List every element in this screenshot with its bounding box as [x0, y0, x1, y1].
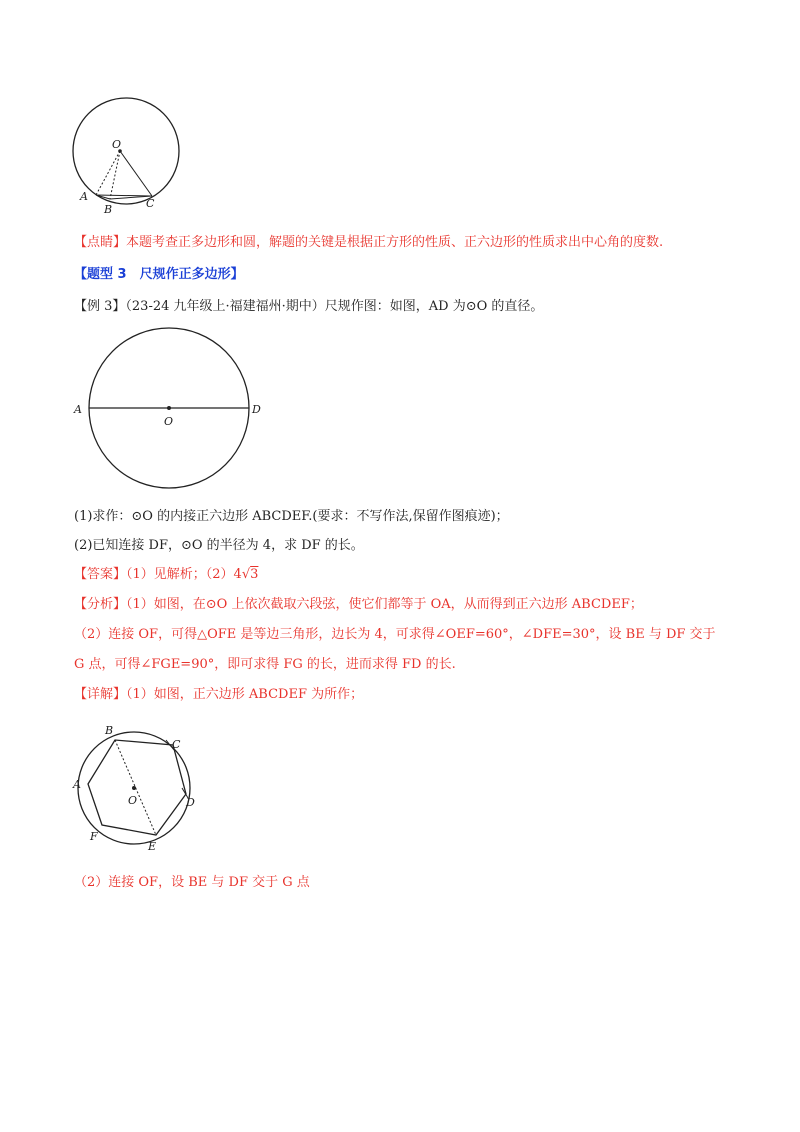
- answer-radicand: 3: [250, 567, 259, 582]
- label-o: O: [112, 138, 122, 151]
- section-title: 【题型 3 尺规作正多边形】: [74, 267, 244, 282]
- analysis-tag: 【分析】: [74, 597, 127, 612]
- analysis-text-1: （1）如图，在⊙O 上依次截取六段弦，使它们都等于 OA，从而得到正六边形 ABCDEF；: [126, 597, 643, 612]
- detail-2-line: （2）连接 OF，设 BE 与 DF 交于 G 点: [74, 875, 310, 890]
- center-point: [132, 786, 136, 790]
- label-d: D: [252, 403, 261, 416]
- label-a: A: [80, 190, 88, 203]
- segment-ob: [110, 151, 120, 199]
- dianjing-line: [74, 234, 663, 252]
- answer-line: [74, 566, 258, 584]
- segment-oc: [120, 151, 152, 196]
- question-2: (2)已知连接 DF，⊙O 的半径为 4，求 DF 的长。: [74, 538, 364, 553]
- label-f: F: [90, 830, 98, 843]
- label-e: E: [148, 840, 157, 853]
- sqrt-symbol: √: [241, 567, 251, 582]
- analysis-line-2: （2）连接 OF，可得△OFE 是等边三角形，边长为 4，可求得∠OEF=60°，∠DFE=30°，设 BE 与 DF 交于: [74, 627, 716, 642]
- figure-circle-diameter-ad: [70, 325, 270, 495]
- label-o: O: [164, 415, 174, 428]
- dianjing-text: 本题考查正多边形和圆，解题的关键是根据正方形的性质、正六边形的性质求出中心角的度数.: [126, 235, 664, 250]
- dianjing-tag: 【点睛】: [74, 235, 127, 250]
- label-a: A: [73, 778, 81, 791]
- figure-inscribed-hexagon: [68, 718, 208, 858]
- label-d: D: [186, 796, 195, 809]
- question-1: (1)求作：⊙O 的内接正六边形 ABCDEF.(要求：不写作法,保留作图痕迹)；: [74, 509, 509, 524]
- analysis-line-1: [74, 596, 643, 614]
- label-b: B: [104, 203, 113, 215]
- label-o: O: [128, 794, 138, 807]
- example-text: 【例 3】（23-24 九年级上·福建福州·期中）尺规作图：如图，AD 为⊙O 的直径。: [74, 299, 544, 314]
- figure-circle-oabc: [68, 95, 188, 215]
- answer-tag: 【答案】: [74, 567, 127, 582]
- analysis-line-3: G 点，可得∠FGE=90°，即可求得 FG 的长，进而求得 FD 的长.: [74, 657, 456, 672]
- label-c: C: [146, 197, 155, 210]
- label-c: C: [172, 738, 181, 751]
- circle: [73, 98, 179, 204]
- segment-ac: [96, 195, 152, 196]
- detail-line: [74, 686, 363, 704]
- segment-oa: [96, 151, 120, 195]
- detail-text: （1）如图，正六边形 ABCDEF 为所作；: [126, 687, 364, 702]
- detail-tag: 【详解】: [74, 687, 127, 702]
- label-a: A: [74, 403, 82, 416]
- center-point: [167, 406, 171, 410]
- hexagon-abcdef: [88, 740, 186, 835]
- answer-text: （1）见解析；（2）4: [126, 567, 242, 582]
- label-b: B: [105, 724, 114, 737]
